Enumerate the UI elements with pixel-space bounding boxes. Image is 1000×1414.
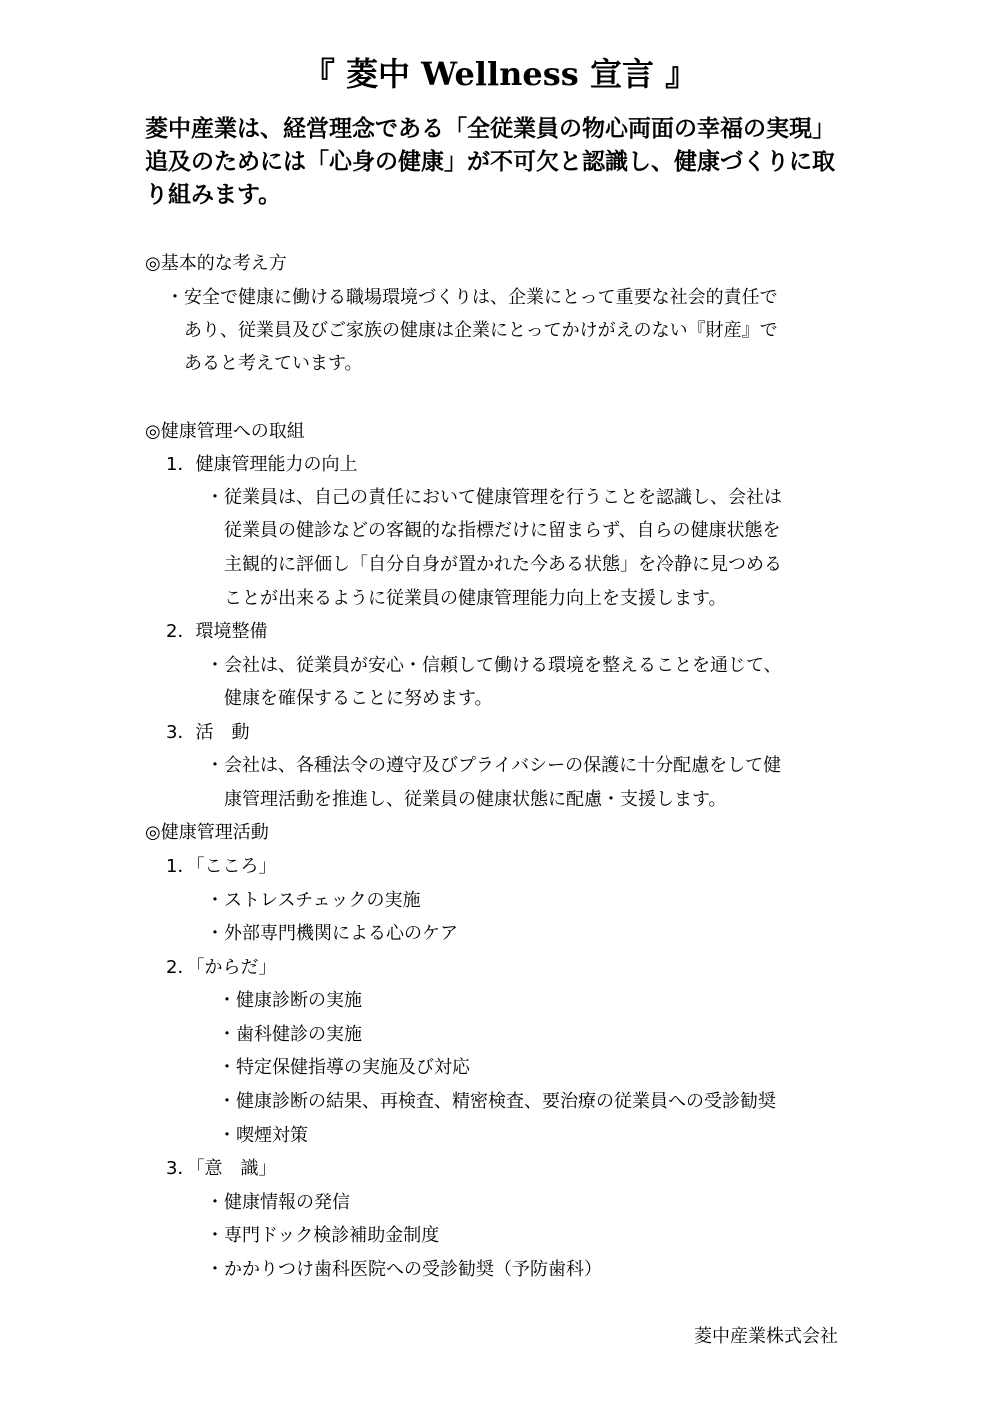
efforts-item-label: 2．環境整備	[166, 621, 268, 642]
activities-item: ・健康診断の結果、再検査、精密検査、要治療の従業員への受診勧奨	[218, 1091, 776, 1112]
efforts-item-line: 主観的に評価し「自分自身が置かれた今ある状態」を冷静に見つめる	[224, 554, 782, 575]
basic-line: ・安全で健康に働ける職場環境づくりは、企業にとって重要な社会的責任で	[166, 287, 778, 308]
activities-group-label: 3．「意 識」	[166, 1158, 277, 1179]
activities-item: ・健康診断の実施	[218, 990, 362, 1011]
intro-line: り組みます。	[145, 182, 282, 208]
intro-line: 追及のためには「心身の健康」が不可欠と認識し、健康づくりに取	[145, 149, 835, 175]
company-signature: 菱中産業株式会社	[694, 1326, 838, 1347]
basic-line: あり、従業員及びご家族の健康は企業にとってかけがえのない『財産』で	[184, 320, 778, 341]
activities-item: ・かかりつけ歯科医院への受診勧奨（予防歯科）	[206, 1259, 602, 1280]
activities-group-label: 2．「からだ」	[166, 957, 277, 978]
efforts-item-line: ことが出来るように従業員の健康管理能力向上を支援します。	[224, 588, 727, 609]
activities-item: ・専門ドック検診補助金制度	[206, 1225, 440, 1246]
activities-heading: ◎健康管理活動	[145, 822, 269, 843]
activities-item: ・歯科健診の実施	[218, 1024, 362, 1045]
basic-line: あると考えています。	[184, 353, 363, 374]
efforts-item-line: ・会社は、各種法令の遵守及びプライバシーの保護に十分配慮をして健	[206, 755, 782, 776]
activities-item: ・ストレスチェックの実施	[206, 890, 421, 911]
activities-item: ・喫煙対策	[218, 1125, 308, 1146]
activities-item: ・健康情報の発信	[206, 1192, 350, 1213]
efforts-item-line: ・従業員は、自己の責任において健康管理を行うことを認識し、会社は	[206, 487, 782, 508]
page-title: 『 菱中 Wellness 宣言 』	[302, 55, 698, 93]
efforts-item-line: 康管理活動を推進し、従業員の健康状態に配慮・支援します。	[224, 789, 727, 810]
intro-line: 菱中産業は、経営理念である「全従業員の物心両面の幸福の実現」	[145, 116, 835, 142]
activities-item: ・外部専門機関による心のケア	[206, 923, 458, 944]
efforts-item-line: 従業員の健診などの客観的な指標だけに留まらず、自らの健康状態を	[224, 520, 781, 541]
efforts-item-line: ・会社は、従業員が安心・信頼して働ける環境を整えることを通じて、	[206, 655, 782, 676]
activities-item: ・特定保健指導の実施及び対応	[218, 1057, 470, 1078]
efforts-item-label: 3．活 動	[166, 722, 250, 743]
efforts-heading: ◎健康管理への取組	[145, 421, 305, 442]
basic-heading: ◎基本的な考え方	[145, 253, 287, 274]
efforts-item-label: 1．健康管理能力の向上	[166, 454, 358, 475]
activities-group-label: 1．「こころ」	[166, 856, 277, 877]
efforts-item-line: 健康を確保することに努めます。	[224, 688, 493, 709]
